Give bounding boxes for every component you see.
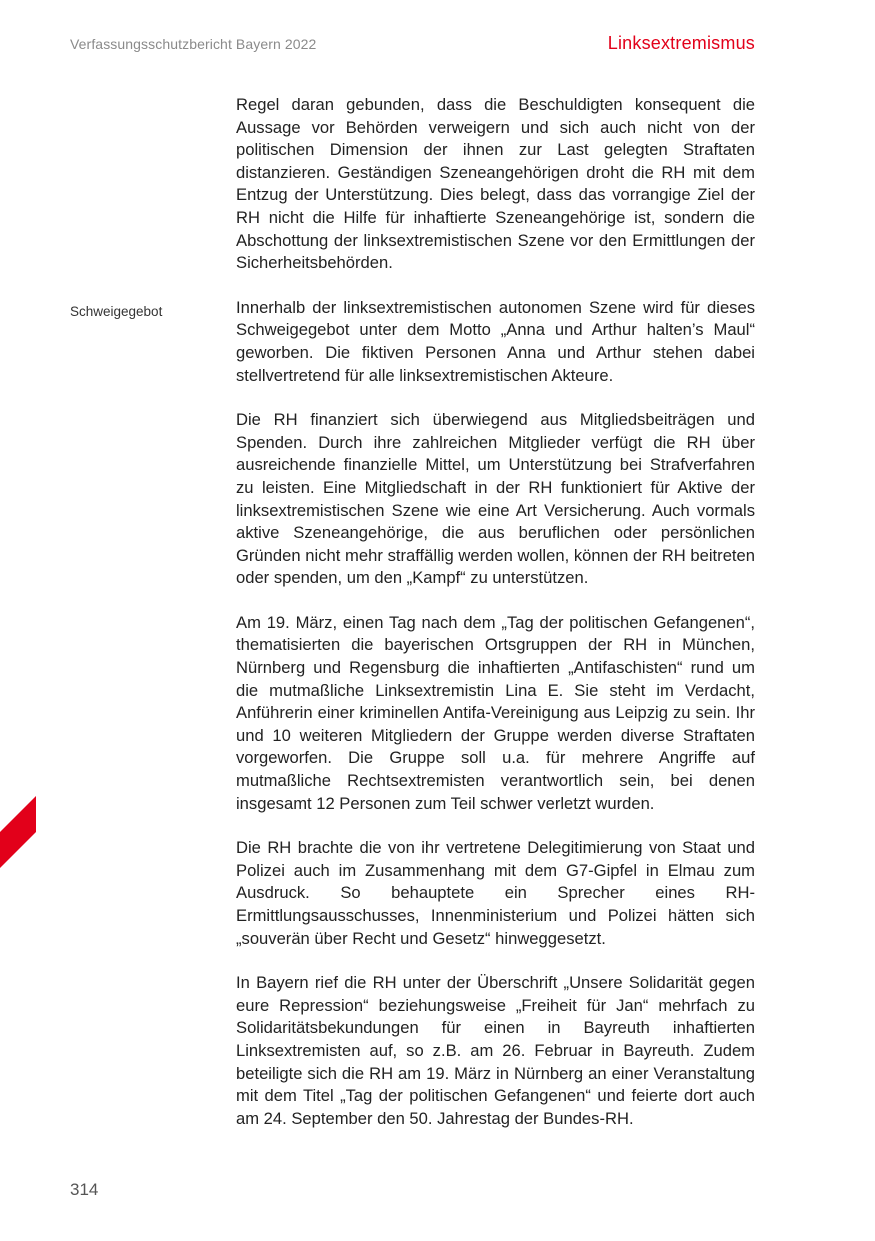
page-number: 314 [70,1180,99,1199]
paragraph: Die RH brachte die von ihr vertretene Delegitimierung von Staat und Polizei auch im Zusammenhang mit dem G7-Gipfel in Elmau zum Ausdruck. So behauptete ein Sprecher eines RH-Ermittlungsausschusses, Innenministerium und Polizei hätten sich „souverän über Recht und Gesetz“ hinweggesetzt. [236,838,755,948]
margin-label: Schweigegebot [70,304,163,319]
paragraph: In Bayern rief die RH unter der Überschrift „Unsere Solidarität gegen eure Repression“ beziehungsweise „Freiheit für Jan“ mehrfach zu Solidaritätsbekundungen für einen in Bayreuth inhaftierten Linksextremisten auf, so z.B. am 26. Februar in Bayreuth. Zudem beteiligte sich die RH am 19. März in Nürnberg an einer Veranstaltung mit dem Titel „Tag der politischen Gefangenen“ und feierte dort auch am 24. September den 50. Jahrestag der Bundes-RH. [236,973,755,1128]
paragraph: Am 19. März, einen Tag nach dem „Tag der politischen Gefangenen“, thematisierten die bayerischen Ortsgruppen der RH in München, Nürnberg und Regensburg die inhaftierten „Antifaschisten“ rund um die mutmaßliche Linksextremistin Lina E. Sie steht im Verdacht, Anführerin einer kriminellen Antifa-Vereinigung aus Leipzig zu sein. Ihr und 10 weiteren Mitgliedern der Gruppe werden diverse Straftaten vorgeworfen. Die Gruppe soll u.a. für mehrere Angriffe auf mutmaßliche Rechtsextremisten verantwortlich sein, bei denen insgesamt 12 Personen zum Teil schwer verletzt wurden. [236,612,755,813]
paragraph: Die RH finanziert sich überwiegend aus Mitgliedsbeiträgen und Spenden. Durch ihre zahlreichen Mitglieder verfügt die RH über ausreichende finanzielle Mittel, um Unterstützung bei Strafverfahren zu leisten. Eine Mitgliedschaft in der RH funktioniert für Aktive der linksextremistischen Szene wie eine Art Versicherung. Auch vormals aktive Szeneangehörige, die aus beruflichen oder persönlichen Gründen nicht mehr straffällig werden wollen, können der RH beitreten oder spenden, um den „Kampf“ zu unterstützen. [236,410,755,588]
chapter-title: Linksextremismus [607,33,755,53]
paragraph: Regel daran gebunden, dass die Beschuldigten konsequent die Aussage vor Behörden verweigern und sich auch nicht von der politischen Dimension der ihnen zur Last gelegten Straftaten distanzieren. Geständigen Szeneangehörigen droht die RH mit dem Entzug der Unterstützung. Dies belegt, dass das vorrangige Ziel der RH nicht die Hilfe für inhaftierte Szeneangehörige ist, sondern die Abschottung der linksextremistischen Szene vor den Ermittlungen der Sicherheitsbehörden. [236,95,755,273]
paragraph: Innerhalb der linksextremistischen autonomen Szene wird für dieses Schweigegebot unter dem Motto „Anna und Arthur halten’s Maul“ geworben. Die fiktiven Personen Anna und Arthur stehen dabei stellvertretend für alle linksextremistischen Akteure. [236,297,755,385]
body-text [236,94,755,1152]
running-header-title: Verfassungsschutzbericht Bayern 2022 [70,36,317,52]
chapter-marker-tab [0,796,36,868]
